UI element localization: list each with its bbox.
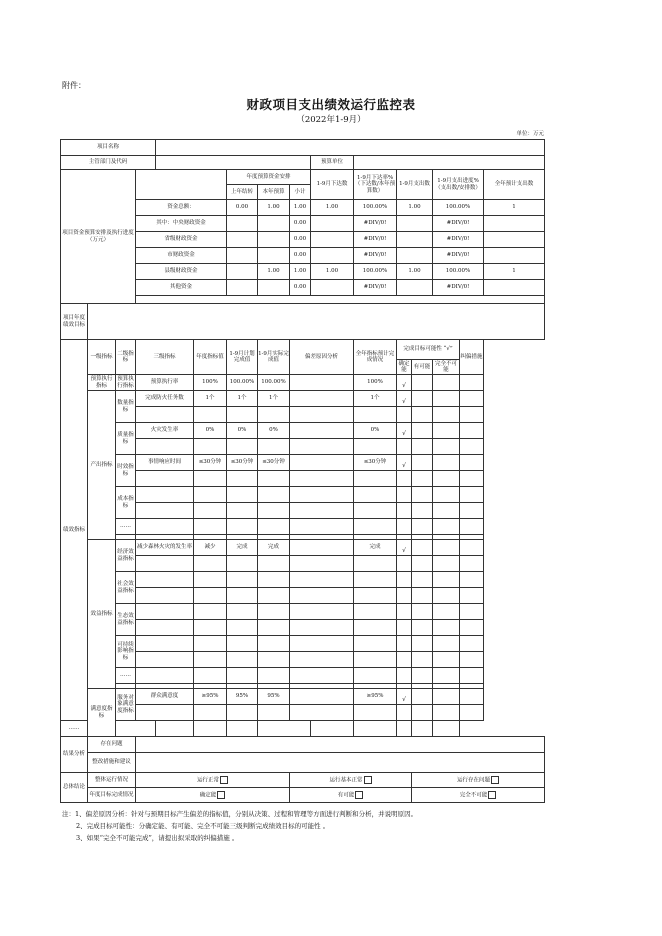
page-subtitle: （2022年1-9月） <box>296 115 366 125</box>
table-row: 时效指标 事情响应时间 ≤30分钟 ≤30分钟 ≤30分钟 ≤30分钟 √ <box>61 455 545 471</box>
funds-row: 县级财政资金 1.00 1.00 1.00 100.00% 1.00 100.00% 1 <box>61 264 545 280</box>
checkbox-icon[interactable] <box>491 776 499 784</box>
result-analysis-label: 结果分析 <box>61 737 88 773</box>
conclusion-label: 总体结论 <box>61 773 88 803</box>
unit-label: 单位：万元 <box>516 131 544 137</box>
checkbox-icon[interactable] <box>220 776 228 784</box>
spent-header: 1-9月支出数 <box>397 170 433 200</box>
funds-row: 省级财政资金 0.00 #DIV/0! #DIV/0! <box>61 232 545 248</box>
current-header: 本年预算 <box>258 185 290 200</box>
issues-value <box>136 737 545 753</box>
table-row: 效益指标 经济效益指标 减少森林火灾的发生率 减少 完成 完成 完成 √ <box>61 540 545 556</box>
issued-header: 1-9月下达数 <box>311 170 354 200</box>
check-mark: √ <box>402 381 406 389</box>
monitor-table: 项目名称 主管部门及代码 预算单位 项目资金预算安排及执行进度（万元） 年度预算资金安排 1-9月下达数 1-9月下达率%（下达数/本年预算数） 1-9月支出数 1-9月支出进度%（支出数/安排数） 全年预计支出数 上年结转 本年预算 小计 资金总额： 0.00 1.00 1.00 1.00 100.00% 1.00 100.00% 1 其中：中央财政资金 0.00 #DIV/0! #DIV/0! 省级财政资金 0.00 #DIV/0! #DIV/0! 市财政资金 0.00 #DIV/0! #DIV/0! 县级财政资金 1.00 1.00 1.00 100.00% 1.00 100.00% 1 其他资金 0.00 #DIV/0! #DIV/0! 项目年度绩效目标 绩效指标 一级指标 二级指标 三级指标 年度指标值 1-9月计划完成值 1-9月实际完成值 偏差原因分析 全年指标预计完成情况 完成目标可能性 “√” 纠偏措施 确定能 有可能 完全不可能 预算执行指标 预算执行指标 预算执行率 100% 100.00% 100.00% 100% √ 产出指标 数量指标 完成防火任务数 1个 1个 1个 1个 √ 质量指标 火灾发生率 0% 0% 0% 0% √ 时效指标 事情响应时间 ≤30分钟 ≤30分钟 ≤30分钟 ≤30分钟 √ 成本指标 …… 效益指标 经济效益指标 减少森林火灾的发生率 减少 完成 完成 完成 √ 社会效益指标 生态效益指标 可持续影响指标 …… 满意度指标 服务对象满意度指标 群众满意度 ≥95% 95% 95% ≥95% √ …… 结果分析 存在问题 整改措施和建议 总体结论 整体运行情况 运行正常 运行基本正常 运行存在问题 年度目标完成情况 确定能 有可能 完全不可能 <box>60 139 545 803</box>
checkbox-icon[interactable] <box>364 776 372 784</box>
budget-unit-label: 预算单位 <box>311 156 354 170</box>
spent-pct-header: 1-9月支出进度%（支出数/安排数） <box>433 170 484 200</box>
note-2: 2、完成目标可能性：分确定能、有可能、完全不可能三级判断完成绩效目标的可能性 。 <box>76 822 330 830</box>
annual-completion-label: 年度目标完成情况 <box>88 788 136 803</box>
table-row: 产出指标 数量指标 完成防火任务数 1个 1个 1个 1个 √ <box>61 391 545 407</box>
carry-header: 上年结转 <box>227 185 258 200</box>
note-1: 注：1、偏差原因分析：针对与预期目标产生偏差的指标值，分别从决策、过程和管理等方面进行判断和分析，并说明原因。 <box>62 810 418 818</box>
annual-goal-value <box>88 304 545 340</box>
option-cannot[interactable]: 完全不可能 <box>412 788 545 803</box>
annual-budget-header: 年度预算资金安排 <box>227 170 311 185</box>
option-sure[interactable]: 确定能 <box>136 788 290 803</box>
table-row: 满意度指标 服务对象满意度指标 群众满意度 ≥95% 95% 95% ≥95% √ <box>61 689 545 705</box>
option-basic-normal[interactable]: 运行基本正常 <box>290 773 412 788</box>
check-mark: √ <box>402 695 406 703</box>
funds-row: 其中：中央财政资金 0.00 #DIV/0! #DIV/0! <box>61 216 545 232</box>
table-row: 预算执行指标 预算执行指标 预算执行率 100% 100.00% 100.00% 100% √ <box>61 375 545 391</box>
overall-label: 整体运行情况 <box>88 773 136 788</box>
rectify-label: 整改措施和建议 <box>88 753 136 773</box>
subtotal-header: 小计 <box>290 185 311 200</box>
check-mark: √ <box>402 461 406 469</box>
attachment-label: 附件： <box>62 81 86 90</box>
budget-unit-value <box>354 156 545 170</box>
checkbox-icon[interactable] <box>355 791 363 799</box>
funds-row: 资金总额： 0.00 1.00 1.00 1.00 100.00% 1.00 100.00% 1 <box>61 200 545 216</box>
forecast-header: 全年预计支出数 <box>484 170 545 200</box>
checkbox-icon[interactable] <box>217 791 225 799</box>
project-name-value <box>156 140 545 156</box>
option-normal[interactable]: 运行正常 <box>136 773 290 788</box>
annual-goal-label: 项目年度绩效目标 <box>61 304 88 340</box>
rectify-value <box>136 753 545 773</box>
funds-section-label: 项目资金预算安排及执行进度（万元） <box>61 170 136 304</box>
perf-section-label: 绩效指标 <box>61 340 88 721</box>
option-may[interactable]: 有可能 <box>290 788 412 803</box>
footnotes <box>62 808 417 844</box>
check-mark: √ <box>402 397 406 405</box>
page-title: 财政项目支出绩效运行监控表 <box>246 97 416 112</box>
check-mark: √ <box>402 546 406 554</box>
table-row: 质量指标 火灾发生率 0% 0% 0% 0% √ <box>61 423 545 439</box>
dept-value <box>156 156 311 170</box>
option-has-problem[interactable]: 运行存在问题 <box>412 773 545 788</box>
checkbox-icon[interactable] <box>488 791 496 799</box>
dept-label: 主管部门及代码 <box>61 156 156 170</box>
issues-label: 存在问题 <box>88 737 136 753</box>
funds-row: 其他资金 0.00 #DIV/0! #DIV/0! <box>61 280 545 296</box>
issued-pct-header: 1-9月下达率%（下达数/本年预算数） <box>354 170 397 200</box>
funds-row: 市财政资金 0.00 #DIV/0! #DIV/0! <box>61 248 545 264</box>
project-name-label: 项目名称 <box>61 140 156 156</box>
note-3: 3、如果“完全不可能完成”，请提出拟采取的纠偏措施 。 <box>76 834 239 842</box>
check-mark: √ <box>402 429 406 437</box>
